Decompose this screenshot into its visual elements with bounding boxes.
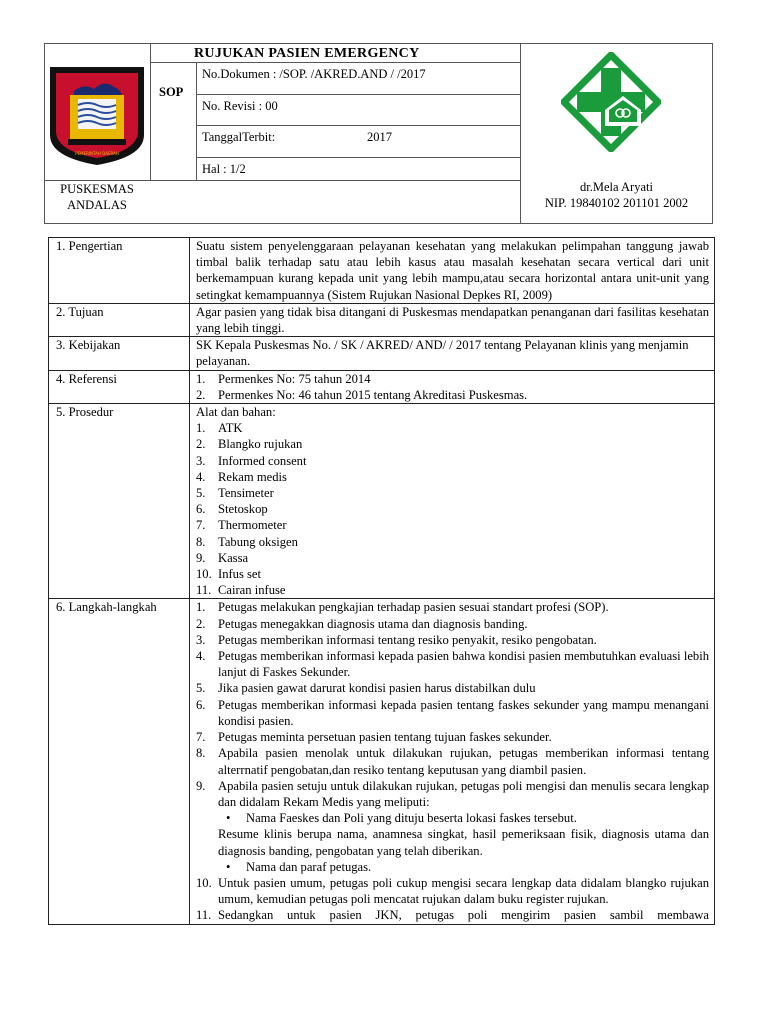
list-item: 3. Informed consent: [196, 453, 307, 468]
list-item: 2. Petugas menegakkan diagnosis utama dan diagnosis banding.: [196, 616, 528, 631]
document-title: RUJUKAN PASIEN EMERGENCY: [194, 46, 420, 61]
signer-nip: NIP. 19840102 201101 2002: [544, 196, 689, 210]
list-item: 8. Apabila pasien menolak untuk dilakukan rujukan, petugas memberikan informasi tentang alterrnatif pengobatan,dan resiko tentang keputusan yang diambil pasien.: [196, 746, 709, 777]
section-row-langkah: [49, 599, 715, 924]
list-item: 6. Stetoskop: [196, 502, 268, 517]
list-item: 10. Infus set: [196, 567, 262, 582]
list-item: 8. Tabung oksigen: [196, 534, 298, 549]
list-item: 5. Tensimeter: [196, 486, 274, 501]
list-item: 10. Untuk pasien umum, petugas poli cukup mengisi secara lengkap data didalam blangko rujukan umum, kemudian petugas poli mencatat rujukan dalam buku register rujukan.: [196, 875, 709, 907]
list-item: 5. Jika pasien gawat darurat kondisi pasien harus distabilkan dulu: [196, 681, 536, 696]
section-row-kebijakan: [49, 337, 715, 370]
issue-date-value: 2017: [367, 130, 392, 144]
section-label: 1. Pengertian: [49, 238, 190, 304]
section-label: 5. Prosedur: [49, 404, 190, 599]
section-text: Agar pasien yang tidak bisa ditangani di Puskesmas mendapatkan penanganan dari fasilitas kesehatan yang lebih tinggi.: [190, 303, 715, 336]
list-item: 9. Apabila pasien setuju untuk dilakukan rujukan, petugas poli mengisi dan menulis secara lengkap dan didalam Rekam Medis yang meliputi: • Nama Faeskes dan Poli yang dituju beserta lokasi faskes tersebut. Resume klinis berupa nama, anamnesa singkat, hasil pemeriksaan fisik, diagnosis utama dan diagnosis banding, pengobatan yang telah diberikan. • Nama dan paraf petugas.: [196, 778, 709, 874]
signer-block: [521, 179, 712, 211]
list-item: 7. Petugas meminta persetuan pasien tentang tujuan faskes sekunder.: [196, 730, 552, 745]
section-row-prosedur: [49, 404, 715, 599]
bullet-item: • Nama Faeskes dan Poli yang dituju beserta lokasi faskes tersebut.: [226, 811, 577, 826]
list-item: 2. Blangko rujukan: [196, 437, 303, 452]
organization-name: PUSKESMAS ANDALAS: [60, 182, 134, 212]
document-header: [44, 43, 713, 224]
svg-text:PEMERINTAH DAERAH: PEMERINTAH DAERAH: [75, 151, 119, 156]
resume-text: Resume klinis berupa nama, anamnesa singkat, hasil pemeriksaan fisik, diagnosis utama dan diagnosis banding, pengobatan yang telah diberikan.: [218, 827, 709, 858]
section-label: 2. Tujuan: [49, 303, 190, 336]
document-number: No.Dokumen : /SOP. /AKRED.AND / /2017: [202, 67, 426, 81]
list-item: 6. Petugas memberikan informasi kepada pasien tentang faskes sekunder yang mampu menangani kondisi pasien.: [196, 697, 709, 728]
list-item: 3. Petugas memberikan informasi tentang resiko penyakit, resiko pengobatan.: [196, 632, 597, 647]
list-item: 1. Petugas melakukan pengkajian terhadap pasien sesuai standart profesi (SOP).: [196, 600, 609, 615]
section-label: 6. Langkah-langkah: [49, 599, 190, 924]
section-row-pengertian: [49, 238, 715, 304]
section-text: SK Kepala Puskesmas No. / SK / AKRED/ AND/ / 2017 tentang Pelayanan klinis yang menjamin pelayanan.: [190, 337, 715, 370]
list-item: 11. Cairan infuse: [196, 583, 286, 598]
list-item: 7. Thermometer: [196, 518, 287, 533]
regional-government-logo: [48, 65, 146, 167]
section-label: 3. Kebijakan: [49, 337, 190, 370]
puskesmas-logo: [561, 52, 661, 152]
list-item: 1. ATK: [196, 421, 243, 436]
list-item: 11. Sedangkan untuk pasien JKN, petugas poli mengirim pasien sambil membawa: [196, 908, 709, 923]
section-text: Suatu sistem penyelenggaraan pelayanan kesehatan yang melakukan pelimpahan tanggung jawab timbal balik terhadap satu atau lebih kasus atau masalah kesehatan secara vertical dari unit berkemampuan kurang kepada unit yang lebih mampu,atau secara horizontal antara unit-unit yang setingkat kemampuannya (Sistem Rujukan Nasional Depkes RI, 2009): [190, 238, 715, 304]
page-number: Hal : 1/2: [202, 162, 246, 176]
revision-number: No. Revisi : 00: [202, 99, 278, 113]
section-label: 4. Referensi: [49, 370, 190, 403]
issue-date-label: TanggalTerbit:: [202, 130, 276, 144]
section-row-referensi: [49, 370, 715, 403]
sop-label: SOP: [159, 85, 184, 99]
list-item: 9. Kassa: [196, 550, 249, 565]
list-item: 2. Permenkes No: 46 tahun 2015 tentang Akreditasi Puskesmas.: [196, 387, 528, 402]
procedure-table: [48, 237, 715, 925]
bullet-item: • Nama dan paraf petugas.: [226, 859, 372, 874]
section-row-tujuan: [49, 303, 715, 336]
list-item: 1. Permenkes No: 75 tahun 2014: [196, 371, 371, 386]
list-item: 4. Rekam medis: [196, 469, 287, 484]
signer-name: dr.Mela Aryati: [580, 180, 653, 194]
list-item: 4. Petugas memberikan informasi kepada pasien bahwa kondisi pasien membutuhkan evaluasi lebih lanjut di Faskes Sekunder.: [196, 649, 709, 680]
procedure-intro: Alat dan bahan:: [196, 405, 276, 420]
